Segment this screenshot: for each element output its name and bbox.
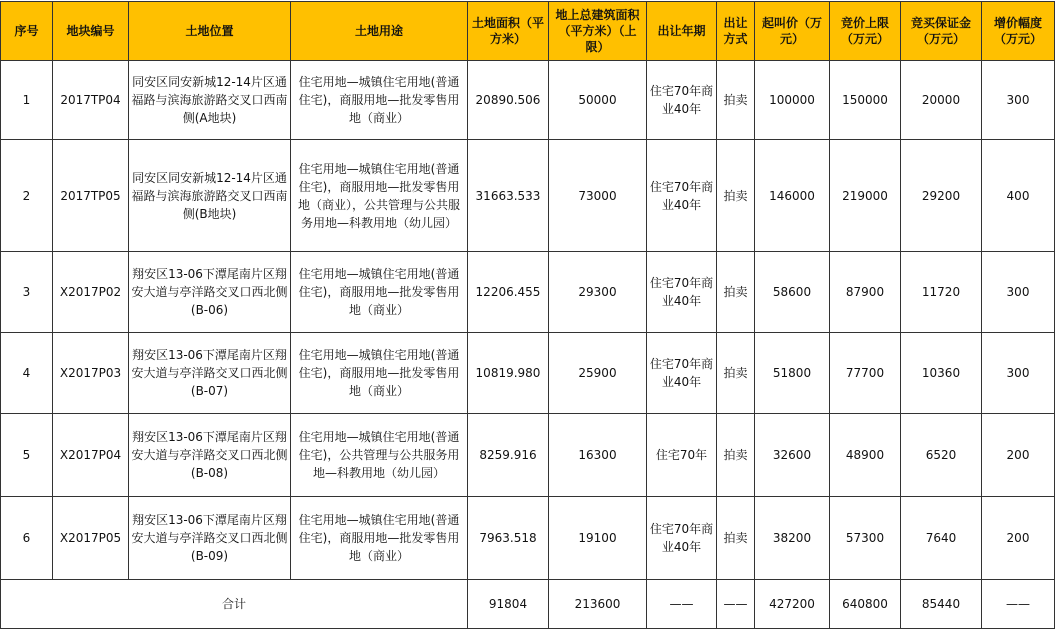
cell-area: 20890.506 — [468, 61, 549, 140]
table-row — [1, 252, 1055, 333]
cell-code: X2017P05 — [53, 497, 129, 580]
cell-deposit: 10360 — [901, 333, 982, 414]
cell-increment: 200 — [982, 414, 1055, 497]
cell-usage: 住宅用地—城镇住宅用地(普通住宅)，商服用地—批发零售用地（商业），公共管理与公共服务用地—科教用地（幼儿园） — [291, 140, 468, 252]
cell-usage: 住宅用地—城镇住宅用地(普通住宅)，商服用地—批发零售用地（商业） — [291, 333, 468, 414]
cell-increment: 300 — [982, 61, 1055, 140]
land-auction-table — [0, 1, 1055, 629]
table-row — [1, 140, 1055, 252]
cell-code: X2017P04 — [53, 414, 129, 497]
cell-start-price: 38200 — [755, 497, 830, 580]
cell-build-area: 16300 — [549, 414, 647, 497]
cell-deposit: 6520 — [901, 414, 982, 497]
cell-area: 10819.980 — [468, 333, 549, 414]
table-row — [1, 497, 1055, 580]
cell-term: 住宅70年 — [647, 414, 717, 497]
cell-deposit: 20000 — [901, 61, 982, 140]
cell-term: 住宅70年商业40年 — [647, 140, 717, 252]
cell-method: 拍卖 — [717, 140, 755, 252]
cell-usage: 住宅用地—城镇住宅用地(普通住宅)，商服用地—批发零售用地（商业） — [291, 61, 468, 140]
cell-increment: 400 — [982, 140, 1055, 252]
cell-seq: 3 — [1, 252, 53, 333]
cell-cap-price: 48900 — [830, 414, 901, 497]
table-row — [1, 414, 1055, 497]
cell-usage: 住宅用地—城镇住宅用地(普通住宅)，商服用地—批发零售用地（商业） — [291, 252, 468, 333]
cell-start-price: 146000 — [755, 140, 830, 252]
table-row — [1, 333, 1055, 414]
cell-start-price: 58600 — [755, 252, 830, 333]
header-cap-price: 竞价上限（万元） — [830, 2, 901, 61]
cell-deposit: 7640 — [901, 497, 982, 580]
header-usage: 土地用途 — [291, 2, 468, 61]
cell-location: 同安区同安新城12-14片区通福路与滨海旅游路交叉口西南侧(B地块) — [129, 140, 291, 252]
cell-location: 同安区同安新城12-14片区通福路与滨海旅游路交叉口西南侧(A地块) — [129, 61, 291, 140]
header-row — [1, 2, 1055, 61]
header-seq: 序号 — [1, 2, 53, 61]
total-row — [1, 580, 1055, 629]
cell-code: X2017P03 — [53, 333, 129, 414]
cell-deposit: 11720 — [901, 252, 982, 333]
cell-build-area: 50000 — [549, 61, 647, 140]
cell-location: 翔安区13-06下潭尾南片区翔安大道与亭洋路交叉口西北侧(B-08) — [129, 414, 291, 497]
header-code: 地块编号 — [53, 2, 129, 61]
cell-start-price: 51800 — [755, 333, 830, 414]
cell-location: 翔安区13-06下潭尾南片区翔安大道与亭洋路交叉口西北侧(B-07) — [129, 333, 291, 414]
cell-start-price: 100000 — [755, 61, 830, 140]
cell-cap-price: 87900 — [830, 252, 901, 333]
header-increment: 增价幅度（万元） — [982, 2, 1055, 61]
cell-seq: 5 — [1, 414, 53, 497]
cell-build-area: 29300 — [549, 252, 647, 333]
header-deposit: 竞买保证金（万元） — [901, 2, 982, 61]
cell-method: 拍卖 — [717, 61, 755, 140]
header-location: 土地位置 — [129, 2, 291, 61]
header-start-price: 起叫价（万元） — [755, 2, 830, 61]
cell-term: 住宅70年商业40年 — [647, 333, 717, 414]
cell-area: 8259.916 — [468, 414, 549, 497]
cell-seq: 6 — [1, 497, 53, 580]
cell-location: 翔安区13-06下潭尾南片区翔安大道与亭洋路交叉口西北侧(B-09) — [129, 497, 291, 580]
cell-start-price: 32600 — [755, 414, 830, 497]
header-area: 土地面积（平方米） — [468, 2, 549, 61]
cell-cap-price: 77700 — [830, 333, 901, 414]
cell-term: 住宅70年商业40年 — [647, 61, 717, 140]
table-row — [1, 61, 1055, 140]
cell-build-area: 73000 — [549, 140, 647, 252]
total-area: 91804 — [468, 580, 549, 629]
cell-method: 拍卖 — [717, 333, 755, 414]
total-start-price: 427200 — [755, 580, 830, 629]
cell-code: 2017TP05 — [53, 140, 129, 252]
cell-method: 拍卖 — [717, 414, 755, 497]
cell-code: 2017TP04 — [53, 61, 129, 140]
cell-usage: 住宅用地—城镇住宅用地(普通住宅)，商服用地—批发零售用地（商业） — [291, 497, 468, 580]
cell-cap-price: 150000 — [830, 61, 901, 140]
cell-area: 7963.518 — [468, 497, 549, 580]
total-build-area: 213600 — [549, 580, 647, 629]
cell-cap-price: 57300 — [830, 497, 901, 580]
cell-increment: 300 — [982, 252, 1055, 333]
cell-increment: 300 — [982, 333, 1055, 414]
cell-usage: 住宅用地—城镇住宅用地(普通住宅)，公共管理与公共服务用地—科教用地（幼儿园） — [291, 414, 468, 497]
total-method: —— — [717, 580, 755, 629]
cell-increment: 200 — [982, 497, 1055, 580]
cell-seq: 2 — [1, 140, 53, 252]
header-build-area: 地上总建筑面积（平方米）（上限） — [549, 2, 647, 61]
cell-location: 翔安区13-06下潭尾南片区翔安大道与亭洋路交叉口西北侧(B-06) — [129, 252, 291, 333]
total-increment: —— — [982, 580, 1055, 629]
header-method: 出让方式 — [717, 2, 755, 61]
total-deposit: 85440 — [901, 580, 982, 629]
cell-build-area: 19100 — [549, 497, 647, 580]
cell-deposit: 29200 — [901, 140, 982, 252]
cell-method: 拍卖 — [717, 497, 755, 580]
total-label: 合计 — [1, 580, 468, 629]
total-cap-price: 640800 — [830, 580, 901, 629]
cell-term: 住宅70年商业40年 — [647, 497, 717, 580]
cell-seq: 1 — [1, 61, 53, 140]
cell-build-area: 25900 — [549, 333, 647, 414]
cell-area: 12206.455 — [468, 252, 549, 333]
cell-area: 31663.533 — [468, 140, 549, 252]
cell-code: X2017P02 — [53, 252, 129, 333]
cell-term: 住宅70年商业40年 — [647, 252, 717, 333]
header-term: 出让年期 — [647, 2, 717, 61]
cell-cap-price: 219000 — [830, 140, 901, 252]
cell-seq: 4 — [1, 333, 53, 414]
total-term: —— — [647, 580, 717, 629]
cell-method: 拍卖 — [717, 252, 755, 333]
